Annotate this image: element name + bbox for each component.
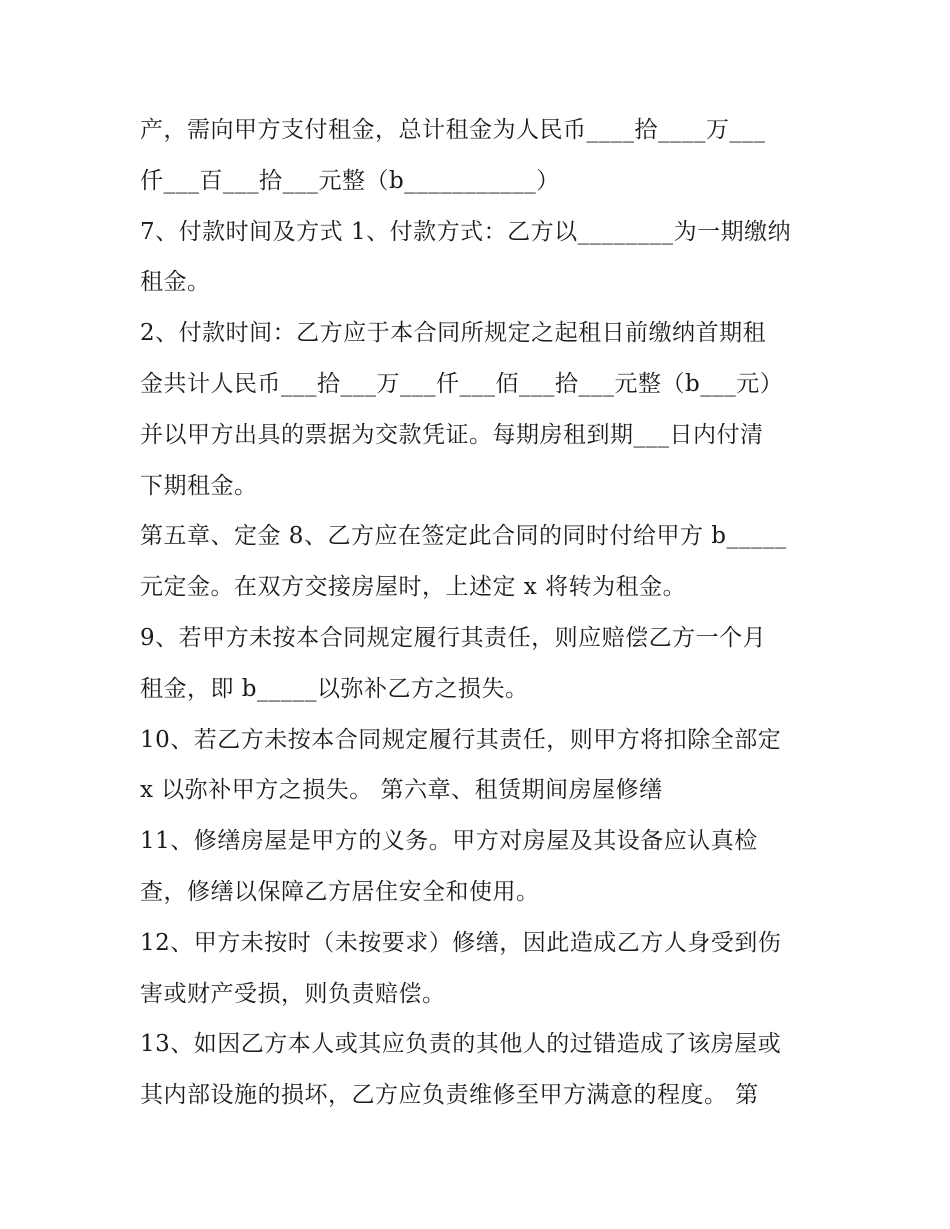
text-line: 11、修缮房屋是甲方的义务。甲方对房屋及其设备应认真检 <box>140 828 758 855</box>
text-line: 租金，即 b_____以弥补乙方之损失。 <box>140 675 529 702</box>
text-line: 产，需向甲方支付租金，总计租金为人民币____拾____万___ <box>140 117 766 143</box>
text-line: 10、若乙方未按本合同规定履行其责任，则甲方将扣除全部定 <box>140 726 782 753</box>
text-line: 并以甲方出具的票据为交款凭证。每期房租到期___日内付清 <box>140 421 764 448</box>
text-line: 7、付款时间及方式 1、付款方式：乙方以________为一期缴纳 <box>140 218 792 245</box>
text-line: 下期租金。 <box>140 472 258 499</box>
contract-text <box>140 105 820 1121</box>
text-line: 元定金。在双方交接房屋时，上述定 x 将转为租金。 <box>140 574 687 601</box>
text-line: x 以弥补甲方之损失。 第六章、租赁期间房屋修缮 <box>140 777 663 804</box>
text-line: 9、若甲方未按本合同规定履行其责任，则应赔偿乙方一个月 <box>140 624 767 651</box>
text-line: 第五章、定金 8、乙方应在签定此合同的同时付给甲方 b_____ <box>140 523 787 550</box>
text-line: 查，修缮以保障乙方居住安全和使用。 <box>140 878 540 905</box>
text-line: 2、付款时间：乙方应于本合同所规定之起租日前缴纳首期租 <box>140 320 767 347</box>
text-line: 其内部设施的损坏，乙方应负责维修至甲方满意的程度。 第 <box>140 1082 759 1109</box>
text-line: 害或财产受损，则负责赔偿。 <box>140 980 446 1007</box>
text-line: 仟___百___拾___元整（b___________） <box>140 167 560 194</box>
text-line: 租金。 <box>140 269 211 296</box>
text-line: 金共计人民币___拾___万___仟___佰___拾___元整（b___元） <box>140 370 784 397</box>
text-line: 12、甲方未按时（未按要求）修缮，因此造成乙方人身受到伤 <box>140 929 782 956</box>
text-line: 13、如因乙方本人或其应负责的其他人的过错造成了该房屋或 <box>140 1031 782 1058</box>
